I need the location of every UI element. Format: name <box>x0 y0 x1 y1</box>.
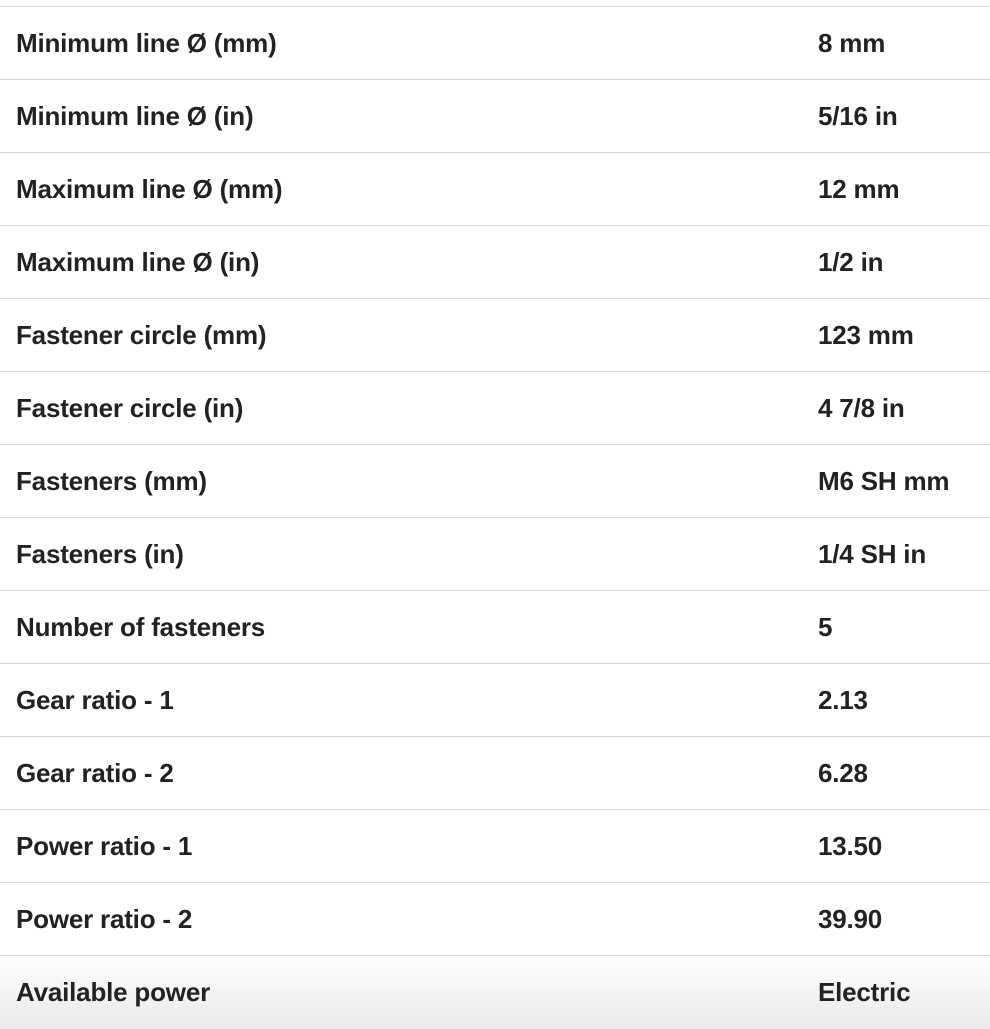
spec-value: M6 SH mm <box>818 465 950 496</box>
spec-row-fasteners-mm <box>0 445 990 518</box>
spec-row-available-power <box>0 956 990 1029</box>
spec-value: 5 <box>818 611 833 642</box>
spec-row-maximum-line-in <box>0 226 990 299</box>
spec-row-gear-ratio-2 <box>0 737 990 810</box>
spec-value: 6.28 <box>818 757 868 788</box>
spec-row-power-ratio-1 <box>0 810 990 883</box>
spec-label: Gear ratio - 1 <box>16 684 174 715</box>
spec-row-gear-ratio-1 <box>0 664 990 737</box>
spec-label: Maximum line Ø (in) <box>16 246 260 277</box>
spec-row-power-ratio-2 <box>0 883 990 956</box>
spec-value: 1/4 SH in <box>818 538 927 569</box>
spec-row-fastener-circle-in <box>0 372 990 445</box>
spec-row-minimum-line-in <box>0 80 990 153</box>
spec-label: Number of fasteners <box>16 611 266 642</box>
spec-label: Minimum line Ø (in) <box>16 100 254 131</box>
spec-value: 1/2 in <box>818 246 884 277</box>
spec-value: 12 mm <box>818 173 900 204</box>
spec-label: Power ratio - 1 <box>16 830 193 861</box>
spec-label: Gear ratio - 2 <box>16 757 174 788</box>
spec-label: Fasteners (in) <box>16 538 184 569</box>
spec-label: Fastener circle (in) <box>16 392 244 423</box>
spec-row-number-of-fasteners <box>0 591 990 664</box>
spec-label: Available power <box>16 977 210 1007</box>
spec-label: Fasteners (mm) <box>16 465 207 496</box>
spec-label: Maximum line Ø (mm) <box>16 173 283 204</box>
specifications-table <box>0 6 990 1029</box>
spec-value: 4 7/8 in <box>818 392 905 423</box>
spec-value: 5/16 in <box>818 100 898 131</box>
spec-value: 39.90 <box>818 903 883 934</box>
spec-label: Power ratio - 2 <box>16 903 193 934</box>
spec-row-minimum-line-mm <box>0 7 990 80</box>
spec-value: Electric <box>818 977 911 1007</box>
spec-row-maximum-line-mm <box>0 153 990 226</box>
spec-value: 8 mm <box>818 27 886 58</box>
spec-label: Minimum line Ø (mm) <box>16 27 277 58</box>
spec-row-fasteners-in <box>0 518 990 591</box>
spec-label: Fastener circle (mm) <box>16 319 267 350</box>
spec-row-fastener-circle-mm <box>0 299 990 372</box>
spec-value: 2.13 <box>818 684 868 715</box>
spec-value: 13.50 <box>818 830 883 861</box>
spec-value: 123 mm <box>818 319 914 350</box>
